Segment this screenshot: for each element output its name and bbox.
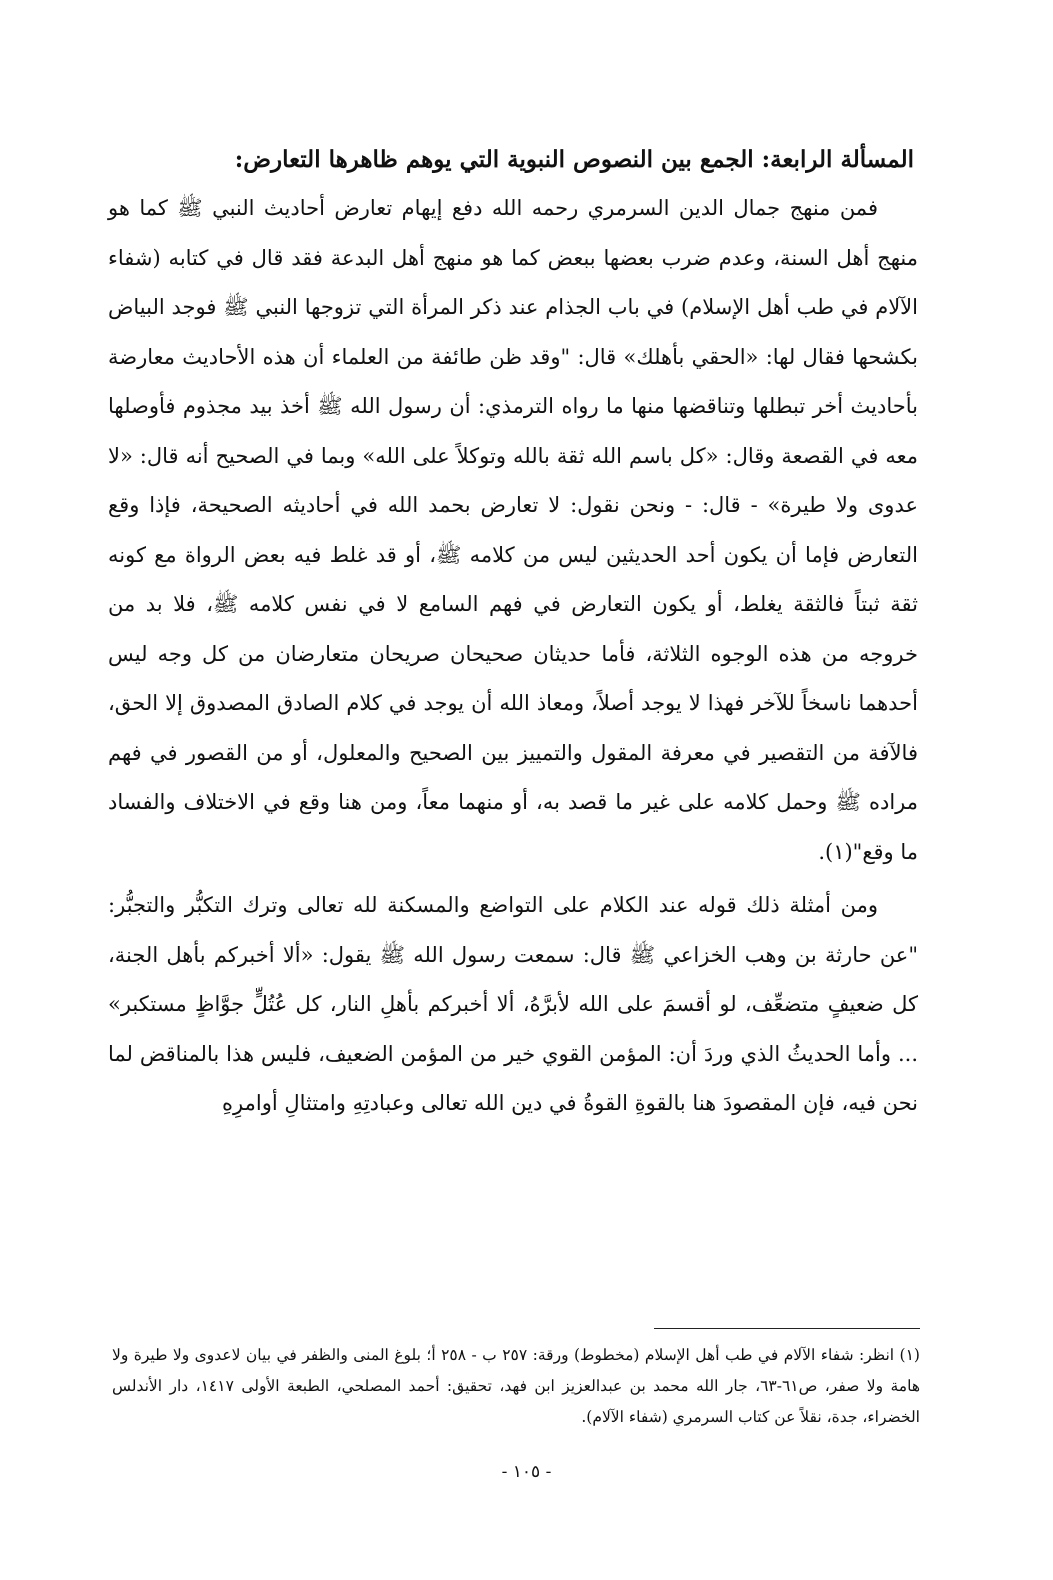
- footnote-divider: [654, 1328, 920, 1329]
- body-paragraph-2: ومن أمثلة ذلك قوله عند الكلام على التواضع والمسكنة لله تعالى وترك التكبُّر والتجبُّر: "عن حارثة بن وهب الخزاعي ﷺ قال: سمعت رسول الله ﷺ يقول: «ألا أخبركم بأهل الجنة، كل ضعيفٍ متضعِّف، لو أقسمَ على الله لأبرَّهُ، ألا أخبركم بأهلِ النار، كل عُتُلٍّ جوَّاظٍ مستكبر» ... وأما الحديثُ الذي وردَ أن: المؤمن القوي خير من المؤمن الضعيف، فليس هذا بالمناقض لما نحن فيه، فإن المقصودَ هنا بالقوةِ القوةُ في دين الله تعالى وعبادتِهِ وامتثالِ أوامرِهِ: [108, 893, 918, 1115]
- main-text: [108, 136, 918, 1129]
- page-number: - ١٠٥ -: [501, 1462, 552, 1482]
- body-paragraph-1: فمن منهج جمال الدين السرمري رحمه الله دفع إيهام تعارض أحاديث النبي ﷺ كما هو منهج أهل السنة، وعدم ضرب بعضها ببعض كما هو منهج أهل البدعة فقد قال في كتابه (شفاء الآلام في طب أهل الإسلام) في باب الجذام عند ذكر المرأة التي تزوجها النبي ﷺ فوجد البياض بكشحها فقال لها: «الحقي بأهلك» قال: "وقد ظن طائفة من العلماء أن هذه الأحاديث معارضة بأحاديث أخر تبطلها وتناقضها منها ما رواه الترمذي: أن رسول الله ﷺ أخذ بيد مجذوم فأوصلها معه في القصعة وقال: «كل باسم الله ثقة بالله وتوكلاً على الله» وبما في الصحيح أنه قال: «لا عدوى ولا طيرة» - قال: - ونحن نقول: لا تعارض بحمد الله في أحاديثه الصحيحة، فإذا وقع التعارض فإما أن يكون أحد الحديثين ليس من كلامه ﷺ، أو قد غلط فيه بعض الرواة مع كونه ثقة ثبتاً فالثقة يغلط، أو يكون التعارض في فهم السامع لا في نفس كلامه ﷺ، فلا بد من خروجه من هذه الوجوه الثلاثة، فأما حديثان صحيحان صريحان متعارضان من كل وجه ليس أحدهما ناسخاً للآخر فهذا لا يوجد أصلاً، ومعاذ الله أن يوجد في كلام الصادق المصدوق إلا الحق، فالآفة من التقصير في معرفة المقول والتمييز بين الصحيح والمعلول، أو من القصور في فهم مراده ﷺ وحمل كلامه على غير ما قصد به، أو منهما معاً، ومن هنا وقع في الاختلاف والفساد ما وقع"(١).: [108, 196, 918, 864]
- footnote-1: (١) انظر: شفاء الآلام في طب أهل الإسلام (مخطوط) ورقة: ٢٥٧ ب - ٢٥٨ أ؛ بلوغ المنى والظفر في بيان لاعدوى ولا طيرة ولا هامة ولا صفر، ص٦١-٦٣، جار الله محمد بن عبدالعزيز ابن فهد، تحقيق: أحمد المصلحي، الطبعة الأولى ١٤١٧، دار الأندلس الخضراء، جدة، نقلاً عن كتاب السرمري (شفاء الآلام).: [112, 1346, 920, 1426]
- footnotes: [112, 1340, 920, 1433]
- section-heading: المسألة الرابعة: الجمع بين النصوص النبوية التي يوهم ظاهرها التعارض:: [234, 146, 914, 173]
